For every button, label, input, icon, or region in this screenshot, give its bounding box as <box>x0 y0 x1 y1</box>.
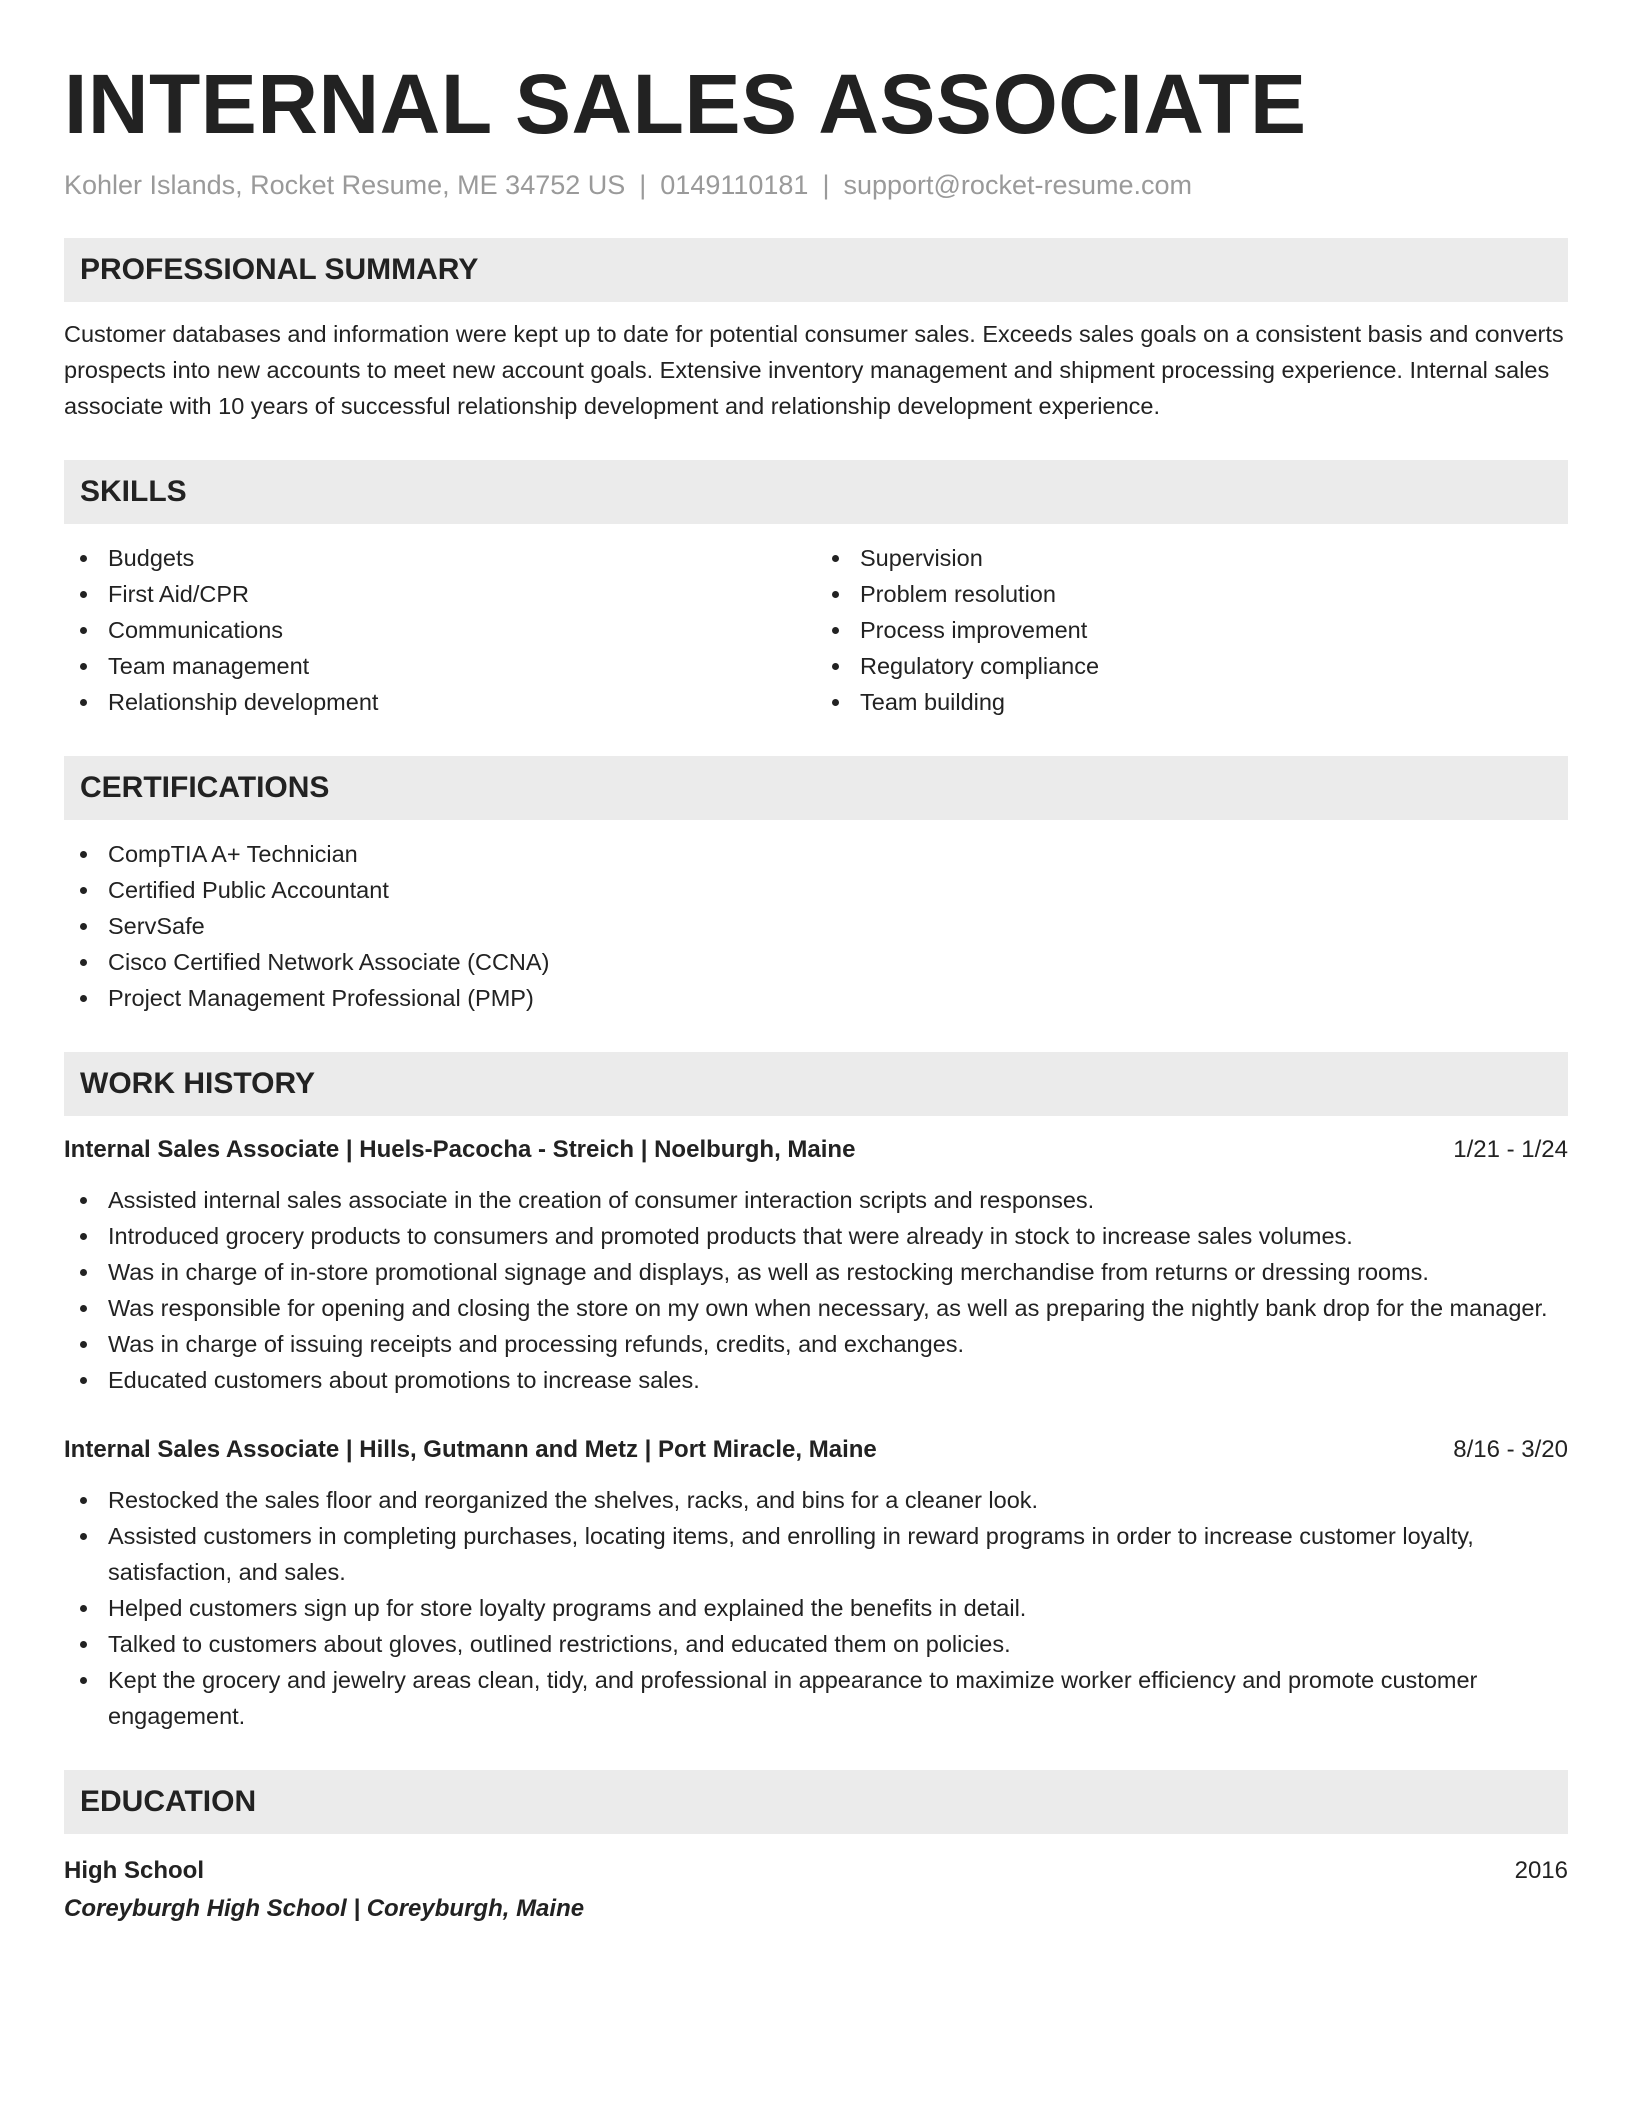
job-entry <box>64 1132 1568 1398</box>
skill-item: Problem resolution <box>816 576 1568 612</box>
skill-item: Supervision <box>816 540 1568 576</box>
skill-item: Relationship development <box>64 684 816 720</box>
skill-item: Regulatory compliance <box>816 648 1568 684</box>
skill-item: Process improvement <box>816 612 1568 648</box>
contact-separator: | <box>822 170 830 200</box>
job-entry <box>64 1432 1568 1734</box>
section-header-certifications: CERTIFICATIONS <box>64 756 1568 820</box>
certification-item: Cisco Certified Network Associate (CCNA) <box>64 944 1568 980</box>
contact-phone: 0149110181 <box>660 170 809 200</box>
skills-list-right <box>816 540 1568 720</box>
job-bullet: Assisted customers in completing purchases, locating items, and enrolling in reward programs in order to increase customer loyalty, satisfaction, and sales. <box>64 1518 1568 1590</box>
job-bullets <box>64 1182 1568 1398</box>
job-dates: 1/21 - 1/24 <box>1453 1136 1568 1163</box>
certification-item: Certified Public Accountant <box>64 872 1568 908</box>
certification-item: Project Management Professional (PMP) <box>64 980 1568 1016</box>
job-bullet: Talked to customers about gloves, outlined restrictions, and educated them on policies. <box>64 1626 1568 1662</box>
certification-item: CompTIA A+ Technician <box>64 836 1568 872</box>
contact-email: support@rocket-resume.com <box>843 170 1192 200</box>
skill-item: Communications <box>64 612 816 648</box>
skill-item: Team building <box>816 684 1568 720</box>
job-bullet: Restocked the sales floor and reorganized the shelves, racks, and bins for a cleaner look. <box>64 1482 1568 1518</box>
job-bullet: Introduced grocery products to consumers and promoted products that were already in stock to increase sales volumes. <box>64 1218 1568 1254</box>
job-title: Internal Sales Associate | Hills, Gutmann and Metz | Port Miracle, Maine <box>64 1436 877 1463</box>
contact-address: Kohler Islands, Rocket Resume, ME 34752 US <box>64 170 626 200</box>
job-bullet: Assisted internal sales associate in the creation of consumer interaction scripts and responses. <box>64 1182 1568 1218</box>
job-bullet: Helped customers sign up for store loyalty programs and explained the benefits in detail. <box>64 1590 1568 1626</box>
job-bullet: Was in charge of in-store promotional signage and displays, as well as restocking merchandise from returns or dressing rooms. <box>64 1254 1568 1290</box>
section-header-education: EDUCATION <box>64 1770 1568 1834</box>
job-bullet: Was responsible for opening and closing the store on my own when necessary, as well as preparing the nightly bank drop for the manager. <box>64 1290 1568 1326</box>
certifications-list <box>64 836 1568 1016</box>
summary-text: Customer databases and information were kept up to date for potential consumer sales. Exceeds sales goals on a consistent basis and converts prospects into new accounts to meet new account goals. Extensive inventory management and shipment processing experience. Internal sales associate with 10 years of successful relationship development and relationship development experience. <box>64 321 1564 419</box>
section-header-work-history: WORK HISTORY <box>64 1052 1568 1116</box>
job-bullet: Kept the grocery and jewelry areas clean, tidy, and professional in appearance to maximize worker efficiency and promote customer engagement. <box>64 1662 1568 1734</box>
education-year: 2016 <box>1514 1857 1568 1884</box>
skill-item: Team management <box>64 648 816 684</box>
education-school: Coreyburgh High School | Coreyburgh, Maine <box>64 1895 585 1922</box>
education-degree: High School <box>64 1857 204 1884</box>
contact-line <box>64 168 1568 202</box>
skill-item: Budgets <box>64 540 816 576</box>
candidate-name: INTERNAL SALES ASSOCIATE <box>64 57 1307 151</box>
section-header-skills: SKILLS <box>64 460 1568 524</box>
job-header <box>64 1132 1568 1168</box>
job-header <box>64 1432 1568 1468</box>
contact-separator: | <box>639 170 647 200</box>
job-bullet: Educated customers about promotions to increase sales. <box>64 1362 1568 1398</box>
skills-list-left <box>64 540 816 720</box>
certification-item: ServSafe <box>64 908 1568 944</box>
skill-item: First Aid/CPR <box>64 576 816 612</box>
job-bullets <box>64 1482 1568 1734</box>
education-row <box>64 1852 1568 1890</box>
section-header-summary: PROFESSIONAL SUMMARY <box>64 238 1568 302</box>
job-bullet: Was in charge of issuing receipts and processing refunds, credits, and exchanges. <box>64 1326 1568 1362</box>
job-title: Internal Sales Associate | Huels-Pacocha - Streich | Noelburgh, Maine <box>64 1136 856 1163</box>
skills-grid <box>64 524 1568 720</box>
job-dates: 8/16 - 3/20 <box>1453 1436 1568 1463</box>
